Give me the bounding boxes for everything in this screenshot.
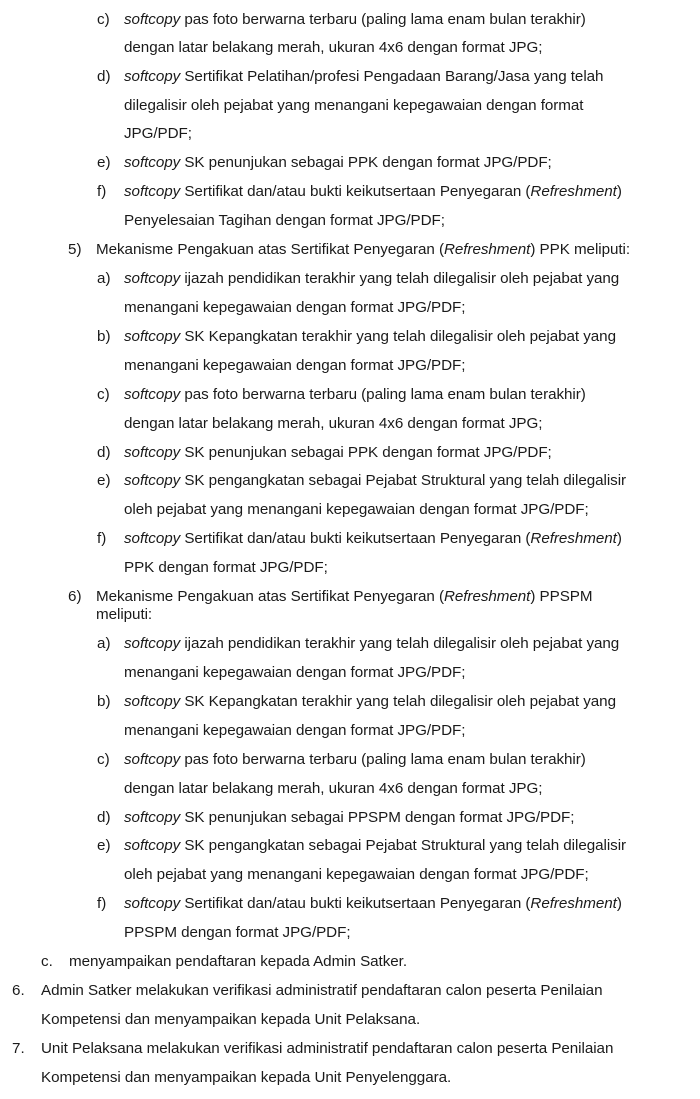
list-item-continuation: JPG/PDF;: [124, 125, 192, 142]
softcopy-term: softcopy: [124, 11, 181, 28]
item-marker: e): [97, 837, 111, 854]
list-item-continuation: dengan latar belakang merah, ukuran 4x6 dengan format JPG;: [124, 415, 543, 432]
item-marker: f): [97, 895, 107, 912]
softcopy-term: softcopy: [124, 270, 181, 287]
section-heading-continuation: meliputi:: [96, 606, 153, 623]
numbered-item: Unit Pelaksana melakukan verifikasi administratif pendaftaran calon peserta Penilaian: [41, 1040, 614, 1057]
list-item: softcopy SK Kepangkatan terakhir yang telah dilegalisir oleh pejabat yang: [124, 328, 616, 345]
item-marker: d): [97, 68, 111, 85]
softcopy-term: softcopy: [124, 895, 181, 912]
list-item-continuation: Penyelesaian Tagihan dengan format JPG/PDF;: [124, 212, 445, 229]
list-item: softcopy SK pengangkatan sebagai Pejabat Struktural yang telah dilegalisir: [124, 472, 627, 489]
list-item-continuation: PPK dengan format JPG/PDF;: [124, 559, 328, 576]
list-item-continuation: oleh pejabat yang menangani kepegawaian dengan format JPG/PDF;: [124, 501, 589, 518]
section-marker: 6): [68, 588, 82, 605]
list-item: softcopy ijazah pendidikan terakhir yang telah dilegalisir oleh pejabat yang: [124, 635, 620, 652]
softcopy-term: softcopy: [124, 154, 181, 171]
section-marker: 5): [68, 241, 82, 258]
section-heading: Mekanisme Pengakuan atas Sertifikat Penyegaran (Refreshment) PPK meliputi:: [96, 241, 631, 258]
softcopy-term: softcopy: [124, 837, 181, 854]
item-marker: c): [97, 751, 110, 768]
numbered-item-continuation: Kompetensi dan menyampaikan kepada Unit Penyelenggara.: [41, 1069, 452, 1086]
item-marker: f): [97, 530, 107, 547]
item-marker: a): [97, 635, 111, 652]
section-heading: Mekanisme Pengakuan atas Sertifikat Penyegaran (Refreshment) PPSPM: [96, 588, 593, 605]
list-item: softcopy ijazah pendidikan terakhir yang telah dilegalisir oleh pejabat yang: [124, 270, 620, 287]
list-item: softcopy Sertifikat Pelatihan/profesi Pengadaan Barang/Jasa yang telah: [124, 68, 604, 85]
numbered-item-continuation: Kompetensi dan menyampaikan kepada Unit Pelaksana.: [41, 1011, 421, 1028]
item-marker: a): [97, 270, 111, 287]
item-marker: f): [97, 183, 107, 200]
list-item: softcopy SK pengangkatan sebagai Pejabat Struktural yang telah dilegalisir: [124, 837, 627, 854]
list-item: softcopy SK penunjukan sebagai PPK dengan format JPG/PDF;: [124, 444, 552, 461]
numbered-item: Admin Satker melakukan verifikasi administratif pendaftaran calon peserta Penilaian: [41, 982, 603, 999]
list-item: softcopy pas foto berwarna terbaru (paling lama enam bulan terakhir): [124, 11, 586, 28]
list-item-continuation: dengan latar belakang merah, ukuran 4x6 dengan format JPG;: [124, 39, 543, 56]
list-item: softcopy Sertifikat dan/atau bukti keikutsertaan Penyegaran (Refreshment): [124, 183, 622, 200]
item-marker: d): [97, 809, 111, 826]
numbered-marker: 7.: [12, 1040, 25, 1057]
softcopy-term: softcopy: [124, 530, 181, 547]
item-marker: b): [97, 328, 111, 345]
softcopy-term: softcopy: [124, 444, 181, 461]
list-item: softcopy SK Kepangkatan terakhir yang telah dilegalisir oleh pejabat yang: [124, 693, 616, 710]
softcopy-term: softcopy: [124, 751, 181, 768]
item-marker: c): [97, 386, 110, 403]
list-item: softcopy SK penunjukan sebagai PPK dengan format JPG/PDF;: [124, 154, 552, 171]
numbered-marker: 6.: [12, 982, 25, 999]
list-item: softcopy pas foto berwarna terbaru (paling lama enam bulan terakhir): [124, 751, 586, 768]
softcopy-term: softcopy: [124, 183, 181, 200]
list-item-continuation: menangani kepegawaian dengan format JPG/PDF;: [124, 357, 466, 374]
softcopy-term: softcopy: [124, 386, 181, 403]
list-item-continuation: menangani kepegawaian dengan format JPG/PDF;: [124, 722, 466, 739]
item-marker: d): [97, 444, 111, 461]
list-item-continuation: dilegalisir oleh pejabat yang menangani kepegawaian dengan format: [124, 97, 584, 114]
item-marker: b): [97, 693, 111, 710]
item-marker: e): [97, 472, 111, 489]
list-item-continuation: menangani kepegawaian dengan format JPG/PDF;: [124, 664, 466, 681]
list-item-continuation: dengan latar belakang merah, ukuran 4x6 dengan format JPG;: [124, 780, 543, 797]
list-item-continuation: oleh pejabat yang menangani kepegawaian dengan format JPG/PDF;: [124, 866, 589, 883]
sub-marker: c.: [41, 953, 53, 970]
softcopy-term: softcopy: [124, 328, 181, 345]
list-item-continuation: PPSPM dengan format JPG/PDF;: [124, 924, 351, 941]
list-item: softcopy SK penunjukan sebagai PPSPM dengan format JPG/PDF;: [124, 809, 575, 826]
list-item: softcopy pas foto berwarna terbaru (paling lama enam bulan terakhir): [124, 386, 586, 403]
sub-item: menyampaikan pendaftaran kepada Admin Satker.: [69, 953, 407, 970]
list-item-continuation: menangani kepegawaian dengan format JPG/PDF;: [124, 299, 466, 316]
softcopy-term: softcopy: [124, 809, 181, 826]
list-item: softcopy Sertifikat dan/atau bukti keikutsertaan Penyegaran (Refreshment): [124, 530, 622, 547]
item-marker: c): [97, 11, 110, 28]
item-marker: e): [97, 154, 111, 171]
softcopy-term: softcopy: [124, 68, 181, 85]
list-item: softcopy Sertifikat dan/atau bukti keikutsertaan Penyegaran (Refreshment): [124, 895, 622, 912]
softcopy-term: softcopy: [124, 635, 181, 652]
softcopy-term: softcopy: [124, 472, 181, 489]
softcopy-term: softcopy: [124, 693, 181, 710]
